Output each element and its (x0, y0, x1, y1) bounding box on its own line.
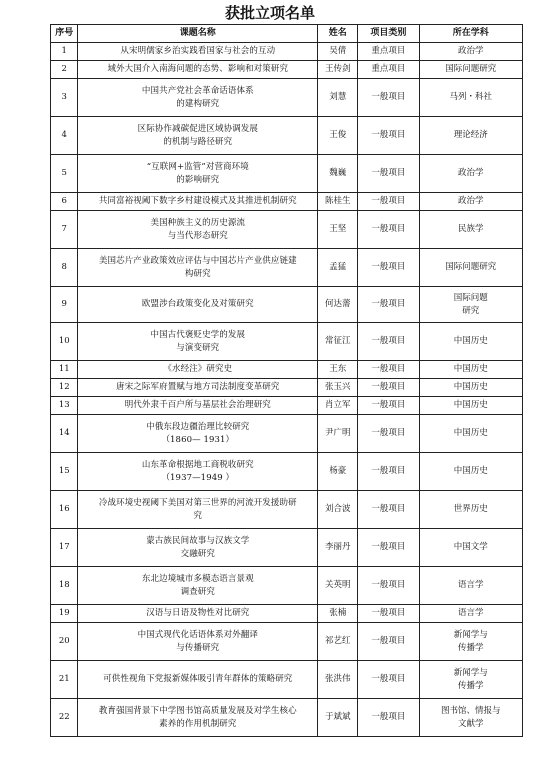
title-line: 欧盟涉台政策变化及对策研究 (141, 299, 254, 309)
cell-subject (419, 117, 523, 155)
cell-subject (419, 287, 523, 323)
cell-no: 7 (51, 211, 78, 249)
table-row (51, 379, 523, 397)
title-line: 交融研究 (180, 548, 215, 559)
title-line: 与演变研究 (176, 342, 220, 353)
cell-category: 一般项目 (358, 529, 419, 567)
cell-no: 5 (51, 155, 78, 193)
table-row (51, 155, 523, 193)
table-row (51, 661, 523, 699)
subject-line: 文献学 (457, 718, 484, 729)
cell-no: 17 (51, 529, 78, 567)
cell-no: 11 (51, 361, 78, 379)
header-no: 序号 (51, 25, 78, 43)
cell-no: 14 (51, 415, 78, 453)
cell-title (78, 699, 318, 737)
cell-no: 8 (51, 249, 78, 287)
header-title: 课题名称 (78, 25, 318, 43)
subject-line: 国际问题 (453, 292, 488, 303)
header-category: 项目类别 (358, 25, 419, 43)
approved-projects-table (50, 24, 523, 737)
cell-name: 肖立军 (318, 397, 358, 415)
title-line: 可供性视角下党报新媒体吸引青年群体的策略研究 (103, 674, 293, 684)
cell-no: 9 (51, 287, 78, 323)
table-row (51, 397, 523, 415)
title-line: 中国共产党社会革命话语体系 (141, 85, 254, 96)
title-line: 汉语与日语及物性对比研究 (146, 608, 250, 618)
subject-line: 研究 (462, 305, 480, 316)
subject-line: 理论经济 (453, 130, 488, 140)
subject-line: 新闻学与 (453, 629, 488, 640)
cell-no: 12 (51, 379, 78, 397)
title-line: 《水经注》研究史 (163, 364, 233, 374)
cell-name: 张洪伟 (318, 661, 358, 699)
subject-line: 政治学 (457, 196, 484, 206)
title-line: 冷战环境史视阈下美国对第三世界的河流开发援助研 (98, 497, 297, 508)
cell-title (78, 61, 318, 79)
cell-title (78, 605, 318, 623)
cell-no: 3 (51, 79, 78, 117)
cell-category: 一般项目 (358, 323, 419, 361)
subject-line: 图书馆、情报与 (440, 705, 501, 716)
cell-name: 李丽丹 (318, 529, 358, 567)
subject-line: 政治学 (457, 46, 484, 56)
subject-line: 语言学 (457, 608, 484, 618)
title-line: 唐宋之际军府置赋与地方司法制度变革研究 (116, 382, 280, 392)
table-row (51, 361, 523, 379)
cell-name: 魏巍 (318, 155, 358, 193)
cell-subject (419, 211, 523, 249)
cell-category: 一般项目 (358, 567, 419, 605)
cell-subject (419, 323, 523, 361)
cell-subject (419, 661, 523, 699)
cell-name: 孟猛 (318, 249, 358, 287)
cell-subject (419, 567, 523, 605)
cell-category: 一般项目 (358, 453, 419, 491)
cell-name: 张楠 (318, 605, 358, 623)
cell-category: 一般项目 (358, 699, 419, 737)
cell-subject (419, 623, 523, 661)
cell-subject (419, 43, 523, 61)
cell-name: 刘合波 (318, 491, 358, 529)
title-line: 中国古代褒贬史学的发展 (150, 329, 246, 340)
cell-subject (419, 361, 523, 379)
page-title: 获批立项名单 (224, 4, 315, 22)
cell-category: 一般项目 (358, 193, 419, 211)
cell-no: 19 (51, 605, 78, 623)
cell-subject (419, 61, 523, 79)
table-body (51, 43, 523, 737)
title-line: 美国种族主义的历史源流 (150, 217, 246, 228)
subject-line: 世界历史 (453, 504, 488, 514)
cell-name: 杨豪 (318, 453, 358, 491)
title-line: 的机制与路径研究 (163, 136, 233, 147)
cell-no: 20 (51, 623, 78, 661)
title-line: 中俄东段边疆治理比较研究 (146, 421, 250, 432)
table-row (51, 287, 523, 323)
subject-line: 中国历史 (453, 336, 488, 346)
cell-subject (419, 491, 523, 529)
subject-line: 国际问题研究 (445, 64, 497, 74)
cell-name: 吴倩 (318, 43, 358, 61)
subject-line: 国际问题研究 (445, 262, 497, 272)
subject-line: 民族学 (457, 224, 484, 234)
table-row (51, 567, 523, 605)
table-row (51, 61, 523, 79)
cell-name: 陈桂生 (318, 193, 358, 211)
cell-title (78, 193, 318, 211)
cell-name: 张玉兴 (318, 379, 358, 397)
title-line: 蒙古族民间故事与汉族文学 (146, 535, 250, 546)
cell-name: 王东 (318, 361, 358, 379)
cell-no: 1 (51, 43, 78, 61)
cell-title (78, 211, 318, 249)
title-line: 究 (193, 510, 203, 521)
cell-title (78, 453, 318, 491)
cell-name: 于斌斌 (318, 699, 358, 737)
cell-title (78, 361, 318, 379)
cell-no: 6 (51, 193, 78, 211)
cell-category: 一般项目 (358, 249, 419, 287)
title-line: 中国式现代化话语体系对外翻译 (137, 629, 258, 640)
cell-name: 祁艺红 (318, 623, 358, 661)
cell-name: 何达薷 (318, 287, 358, 323)
cell-category: 一般项目 (358, 491, 419, 529)
cell-subject (419, 699, 523, 737)
cell-title (78, 43, 318, 61)
cell-subject (419, 415, 523, 453)
cell-subject (419, 193, 523, 211)
title-line: （1860— 1931） (161, 434, 235, 445)
cell-title (78, 287, 318, 323)
cell-category: 一般项目 (358, 415, 419, 453)
cell-name: 尹广明 (318, 415, 358, 453)
cell-subject (419, 529, 523, 567)
cell-name: 刘慧 (318, 79, 358, 117)
title-line: 调查研究 (180, 586, 215, 597)
table-row (51, 605, 523, 623)
table-row (51, 453, 523, 491)
table-row (51, 623, 523, 661)
cell-name: 王传剑 (318, 61, 358, 79)
table-row (51, 117, 523, 155)
table-row (51, 529, 523, 567)
title-line: 区际协作减碳促进区域协调发展 (137, 123, 258, 134)
title-line: 的建构研究 (176, 98, 220, 109)
cell-category: 一般项目 (358, 287, 419, 323)
cell-title (78, 117, 318, 155)
table-row (51, 193, 523, 211)
cell-subject (419, 155, 523, 193)
title-line: 素养的作用机制研究 (159, 718, 237, 729)
cell-subject (419, 453, 523, 491)
title-line: 从宋明儒家乡治实践看国家与社会的互动 (120, 46, 276, 56)
cell-no: 15 (51, 453, 78, 491)
title-line: “互联网+监管”对营商环境 (146, 161, 249, 172)
cell-title (78, 155, 318, 193)
cell-no: 4 (51, 117, 78, 155)
subject-line: 政治学 (457, 168, 484, 178)
subject-line: 语言学 (457, 580, 484, 590)
title-line: 明代外隶千百户所与基层社会治理研究 (124, 400, 271, 410)
table-row (51, 491, 523, 529)
cell-category: 一般项目 (358, 397, 419, 415)
cell-category: 一般项目 (358, 623, 419, 661)
subject-line: 中国历史 (453, 466, 488, 476)
cell-category: 一般项目 (358, 361, 419, 379)
cell-subject (419, 249, 523, 287)
title-line: 东北边境城市多模态语言景观 (141, 573, 254, 584)
cell-title (78, 379, 318, 397)
cell-name: 王坚 (318, 211, 358, 249)
cell-title (78, 415, 318, 453)
subject-line: 新闻学与 (453, 667, 488, 678)
title-line: 域外大国介入南海问题的态势、影响和对策研究 (107, 64, 289, 74)
cell-name: 关英明 (318, 567, 358, 605)
cell-category: 一般项目 (358, 661, 419, 699)
subject-line: 中国文学 (453, 542, 488, 552)
subject-line: 马列・科社 (449, 92, 492, 102)
subject-line: 中国历史 (453, 428, 488, 438)
subject-line: 中国历史 (453, 364, 488, 374)
cell-name: 王俊 (318, 117, 358, 155)
cell-category: 一般项目 (358, 79, 419, 117)
table-row (51, 211, 523, 249)
cell-title (78, 567, 318, 605)
cell-title (78, 491, 318, 529)
subject-line: 传播学 (457, 642, 484, 653)
cell-no: 16 (51, 491, 78, 529)
cell-title (78, 397, 318, 415)
title-line: 的影响研究 (176, 174, 220, 185)
cell-title (78, 249, 318, 287)
subject-line: 中国历史 (453, 400, 488, 410)
cell-no: 10 (51, 323, 78, 361)
cell-subject (419, 379, 523, 397)
title-line: 教育强国背景下中学图书馆高质量发展及对学生核心 (98, 705, 297, 716)
cell-title (78, 623, 318, 661)
title-line: 山东革命根据地工商税收研究 (141, 459, 254, 470)
cell-category: 重点项目 (358, 61, 419, 79)
cell-subject (419, 79, 523, 117)
cell-category: 一般项目 (358, 117, 419, 155)
title-line: 构研究 (184, 268, 211, 279)
cell-subject (419, 397, 523, 415)
title-line: 与传播研究 (176, 642, 220, 653)
cell-title (78, 529, 318, 567)
cell-category: 一般项目 (358, 155, 419, 193)
header-subject: 所在学科 (419, 25, 523, 43)
title-line: 共同富裕视阈下数字乡村建设模式及其推进机制研究 (98, 196, 297, 206)
header-name: 姓名 (318, 25, 358, 43)
cell-title (78, 661, 318, 699)
cell-category: 一般项目 (358, 605, 419, 623)
table-header-row (51, 25, 523, 43)
cell-no: 18 (51, 567, 78, 605)
title-line: 与当代形态研究 (167, 230, 228, 241)
table-row (51, 249, 523, 287)
cell-category: 重点项目 (358, 43, 419, 61)
title-line: （1937—1949 ） (161, 472, 235, 483)
cell-category: 一般项目 (358, 211, 419, 249)
table-row (51, 323, 523, 361)
title-line: 美国芯片产业政策效应评估与中国芯片产业供应链建 (98, 255, 297, 266)
table-row (51, 699, 523, 737)
cell-category: 一般项目 (358, 379, 419, 397)
cell-no: 13 (51, 397, 78, 415)
cell-title (78, 323, 318, 361)
subject-line: 传播学 (457, 680, 484, 691)
cell-title (78, 79, 318, 117)
cell-subject (419, 605, 523, 623)
table-row (51, 43, 523, 61)
table-row (51, 79, 523, 117)
cell-no: 2 (51, 61, 78, 79)
cell-name: 常征江 (318, 323, 358, 361)
cell-no: 21 (51, 661, 78, 699)
table-row (51, 415, 523, 453)
cell-no: 22 (51, 699, 78, 737)
subject-line: 中国历史 (453, 382, 488, 392)
